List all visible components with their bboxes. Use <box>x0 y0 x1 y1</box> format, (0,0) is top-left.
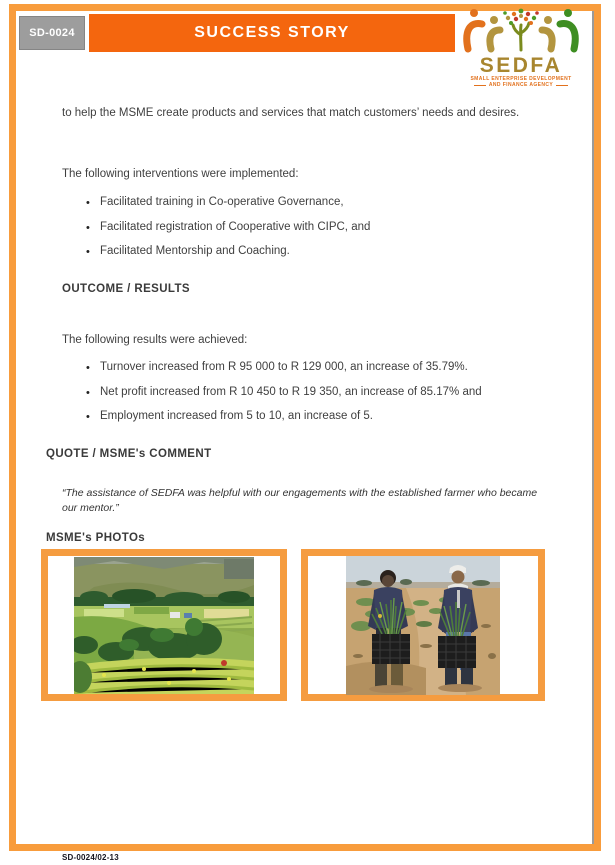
sedfa-logo-tagline-line1: SMALL ENTERPRISE DEVELOPMENT <box>470 76 572 82</box>
list-item <box>62 220 569 235</box>
results-lead: The following results were achieved: <box>62 333 248 346</box>
list-item-text: Employment increased from 5 to 10, an increase of 5. <box>100 410 373 422</box>
doc-code-badge <box>19 16 85 50</box>
title-banner <box>89 14 455 52</box>
sedfa-logo-wordmark: SEDFA <box>479 54 563 77</box>
list-item-text: Facilitated registration of Cooperative with CIPC, and <box>100 220 371 233</box>
photos-heading: MSME's PHOTOs <box>46 532 146 544</box>
tagline-dash-left <box>474 85 486 86</box>
bullet-icon: • <box>86 386 90 399</box>
bullet-icon: • <box>86 197 90 209</box>
results-list <box>62 360 569 434</box>
sedfa-logo-tagline-line2-row <box>461 82 581 88</box>
list-item <box>62 409 569 424</box>
intro-paragraph: to help the MSME create products and services that match customers’ needs and desires. <box>62 106 520 119</box>
outcome-heading: OUTCOME / RESULTS <box>62 283 190 295</box>
doc-code-label: SD-0024 <box>29 27 75 39</box>
bullet-icon: • <box>86 221 90 234</box>
list-item <box>62 244 569 259</box>
bullet-icon: • <box>86 362 90 374</box>
sedfa-logo-tagline-line2: AND FINANCE AGENCY <box>488 82 554 88</box>
page-title: SUCCESS STORY <box>194 24 350 41</box>
list-item <box>62 360 569 375</box>
quote-heading: QUOTE / MSME's COMMENT <box>46 448 212 460</box>
photo-frame-right <box>301 549 545 701</box>
bullet-icon: • <box>86 411 90 423</box>
farmers-photo <box>346 556 500 695</box>
photo-frame-left <box>41 549 287 701</box>
interventions-lead: The following interventions were implemented: <box>62 167 299 180</box>
list-item <box>62 195 569 210</box>
footer-doc-code: SD-0024/02-13 <box>62 853 119 862</box>
sedfa-logo-icon <box>461 5 581 53</box>
list-item-text: Facilitated training in Co-operative Governance, <box>100 196 344 208</box>
list-item-text: Turnover increased from R 95 000 to R 129 000, an increase of 35.79%. <box>100 361 468 373</box>
list-item <box>62 385 569 400</box>
farm-landscape-photo <box>74 557 254 694</box>
list-item-text: Facilitated Mentorship and Coaching. <box>100 245 290 257</box>
bullet-icon: • <box>86 246 90 258</box>
list-item-text: Net profit increased from R 10 450 to R 19 350, an increase of 85.17% and <box>100 385 482 398</box>
tagline-dash-right <box>556 85 568 86</box>
sedfa-logo <box>461 5 581 88</box>
msme-quote: “The assistance of SEDFA was helpful with our engagements with the established farmer who became our mentor.” <box>62 487 538 514</box>
interventions-list <box>62 195 569 269</box>
